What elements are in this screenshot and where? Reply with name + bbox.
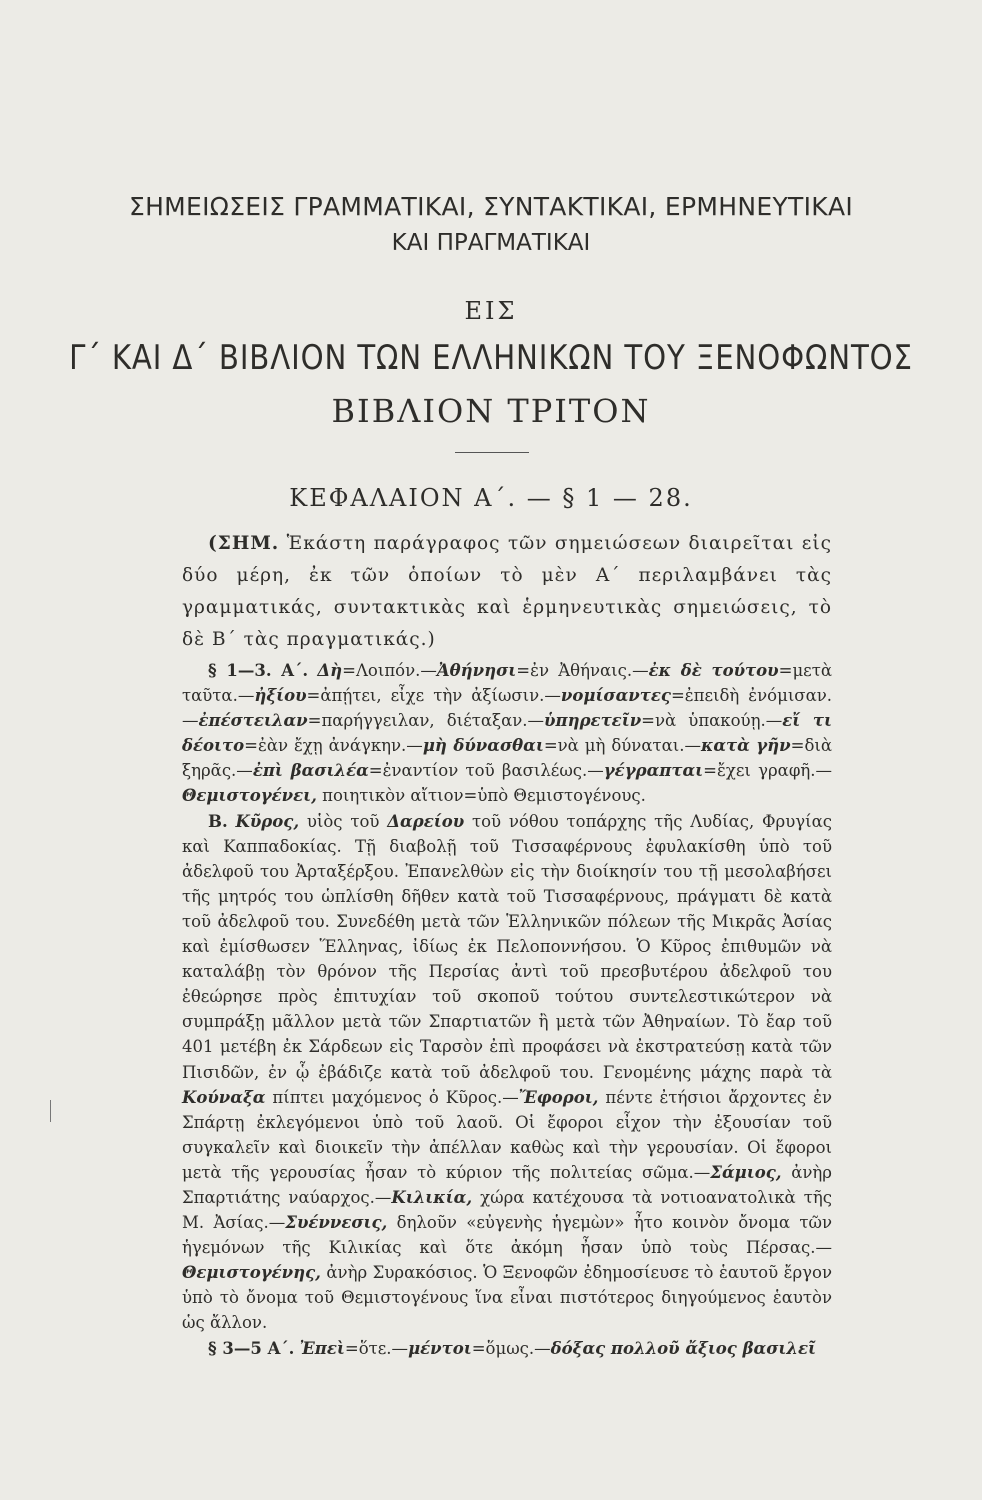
books-heading: Γ΄ ΚΑΙ Δ΄ ΒΙΒΛΙΟΝ ΤΩΝ ΕΛΛΗΝΙΚΩΝ ΤΟΥ ΞΕΝΟΦΩΝΤΟΣ [69,338,913,378]
paragraph-section-b [182,809,832,1336]
lemma-term: γέγραπται [603,761,704,781]
lemma-term: Κούναξα [182,1087,266,1107]
lemma-term: μέντοι [408,1338,472,1358]
gloss-text: υἱὸς τοῦ [299,811,388,831]
section-label: § 3—5 Α΄. [208,1338,295,1358]
note-text: Ἑκάστη παράγραφος τῶν σημειώσεων διαιρεῖται εἰς δύο μέρη, ἐκ τῶν ὁποίων τὸ μὲν Α΄ περιλαμβάνει τὰς γραμματικάς, συντακτικὰς καὶ ἑρμηνευτικὰς σημειώσεις, τὸ δὲ Β΄ τὰς πραγματικάς.) [182,533,832,650]
gloss-text: =παρήγγειλαν, διέταξαν.— [307,711,545,731]
gloss-text: ἀνὴρ Σπαρτιάτης ναύαρχος.— [182,1162,832,1207]
gloss-text: χώρα κατέχουσα τὰ νοτιοανατολικὰ τῆς Μ. Ἀσίας.— [182,1187,832,1233]
section-runs [182,812,832,1333]
lemma-term: Συέννεσις, [285,1213,388,1233]
gloss-text: =Λοιπόν.— [342,661,437,680]
lemma-term: Ἔφοροι, [518,1087,599,1107]
section-runs [300,1339,816,1358]
lemma-term: Δὴ [317,661,343,680]
gloss-text: =ἐπειδὴ ἐνόμισαν.— [182,686,832,731]
gloss-text: πέντε ἐτήσιοι ἄρχοντες ἐν Σπάρτῃ ἐκλεγόμενοι ὑπὸ τοῦ λαοῦ. Οἱ ἔφοροι εἶχον τὴν ἐξουσίαν τοῦ συγκαλεῖν καὶ διοικεῖν τὴν ἀπέλλαν καθὼς καὶ τὴν γερουσίαν. Οἱ ἔφοροι μετὰ τῆς γερουσίας ἦσαν τὸ κύριον τῆς πολιτείας σῶμα.— [182,1087,832,1182]
chapter-heading: ΚΕΦΑΛΑΙΟΝ Α΄. — § 1 — 28. [289,484,693,512]
lemma-term: μὴ δύνασθαι [422,736,544,756]
lemma-term: Κῦρος, [235,811,300,831]
lemma-term: Σάμιος, [710,1162,782,1182]
lemma-term: εἴ τι δέοιτο [182,711,832,756]
gloss-text: =ὅτε.— [344,1338,409,1358]
paragraph-section-1-3 [182,658,832,809]
gloss-text: ποιητικὸν αἴτιον=ὑπὸ Θεμιστογένους. [316,786,646,806]
gloss-text: =διὰ ξηρᾶς.— [182,736,833,781]
main-heading-line-1: ΣΗΜΕΙΩΣΕΙΣ ΓΡΑΜΜΑΤΙΚΑΙ, ΣΥΝΤΑΚΤΙΚΑΙ, ΕΡΜΗΝΕΥΤΙΚΑΙ [128,192,854,221]
main-heading-line-2: ΚΑΙ ΠΡΑΓΜΑΤΙΚΑΙ [391,230,591,256]
lemma-term: Ἀθήνησι [436,661,517,680]
lemma-term: νομίσαντες [560,686,671,706]
note-label: (ΣΗΜ. [208,533,280,554]
section-label: Β. [208,811,228,831]
gloss-text: =μετὰ ταῦτα.— [182,661,832,706]
gloss-text: =ἀπῄτει, εἶχε τὴν ἀξίωσιν.— [306,686,561,706]
lemma-term: ὑπηρετεῖν [544,711,642,731]
gloss-text: πίπτει μαχόμενος ὁ Κῦρος.— [265,1087,519,1107]
lemma-term: κατὰ γῆν [700,736,791,756]
lemma-term: ἐπὶ βασιλέα [252,761,369,781]
section-label: § 1—3. Α΄. [208,661,309,680]
lemma-term: ἠξίου [254,686,307,706]
gloss-text: =ἐὰν ἔχῃ ἀνάγκην.— [244,736,423,756]
margin-mark [50,1100,51,1122]
gloss-text: δηλοῦν «εὐγενὴς ἡγεμὼν» ἦτο κοινὸν ὄνομα τῶν ἡγεμόνων τῆς Κιλικίας καὶ ὅτε ἀκόμη ἦσαν ὑπὸ τοὺς Πέρσας.— [182,1213,832,1258]
lemma-term: Κιλικία, [391,1187,473,1207]
note-paragraph [182,528,832,656]
lemma-term: Θεμιστογένης, [182,1263,321,1283]
gloss-text: =ἔχει γραφῆ.— [703,761,833,781]
paragraph-section-3-5 [182,1336,832,1361]
body-text [182,528,832,1361]
lemma-term: ἐπέστειλαν [198,711,308,731]
lemma-term: Θεμιστογένει, [182,786,317,806]
gloss-text: =ἐναντίον τοῦ βασιλέως.— [368,761,604,781]
gloss-text: =νὰ μὴ δύναται.— [543,736,701,756]
section-runs [182,661,832,805]
book-title: ΒΙΒΛΙΟΝ ΤΡΙΤΟΝ [331,392,651,430]
divider [455,452,529,453]
lemma-term: Δαρείου [387,811,465,831]
gloss-text: τοῦ νόθου τοπάρχης τῆς Λυδίας, Φρυγίας καὶ Καππαδοκίας. Τῇ διαβολῇ τοῦ Τισσαφέρνους ἐφυλακίσθη ὑπὸ τοῦ ἀδελφοῦ του Ἀρταξέρξου. Ἐπανελθὼν εἰς τὴν διοίκησίν του τῇ μεσολαβήσει τῆς μητρός του ὡπλίσθη δῆθεν κατὰ τοῦ Τισσαφέρνους, πράγματι δὲ κατὰ τοῦ ἀδελφοῦ του. Συνεδέθη μετὰ τῶν Ἑλληνικῶν πόλεων τῆς Μικρᾶς Ἀσίας καὶ ἐμίσθωσεν Ἕλληνας, ἰδίως ἐκ Πελοποννήσου. Ὁ Κῦρος ἐπιθυμῶν νὰ καταλάβῃ τὸν θρόνον τῆς Περσίας ἀντὶ τοῦ πρεσβυτέρου ἀδελφοῦ του ἐθεώρησε πρὸς ἐπιτυχίαν τοῦ σκοποῦ τούτου συντελεστικώτερον νὰ συμπράξῃ μᾶλλον μετὰ τῶν Σπαρτιατῶν ἢ μετὰ τῶν Ἀθηναίων. Τὸ ἔαρ τοῦ 401 μετέβη ἐκ Σάρδεων εἰς Ταρσὸν ἐπὶ προφάσει νὰ ἐκστρατεύσῃ κατὰ τῶν Πισιδῶν, ἐν ᾧ ἐβάδιζε κατὰ τοῦ ἀδελφοῦ του. Γενομένης μάχης παρὰ τὰ [182,811,832,1082]
gloss-text: ἀνὴρ Συρακόσιος. Ὁ Ξενοφῶν ἐδημοσίευσε τὸ ἑαυτοῦ ἔργον ὑπὸ τὸ ὄνομα τοῦ Θεμιστογένους ἵνα εἶναι πιστότερος διηγούμενος ἑαυτὸν ὡς ἄλλον. [182,1263,832,1333]
eis-heading: ΕΙΣ [464,297,518,325]
gloss-text: =νὰ ὑπακούῃ.— [641,711,783,731]
lemma-term: δόξας πολλοῦ ἄξιος βασιλεῖ [550,1338,816,1358]
lemma-term: ἐκ δὲ τούτου [648,661,779,680]
gloss-text: =ὅμως.— [471,1338,551,1358]
gloss-text: =ἐν Ἀθήναις.— [516,661,649,680]
lemma-term: Ἐπεὶ [299,1338,345,1358]
